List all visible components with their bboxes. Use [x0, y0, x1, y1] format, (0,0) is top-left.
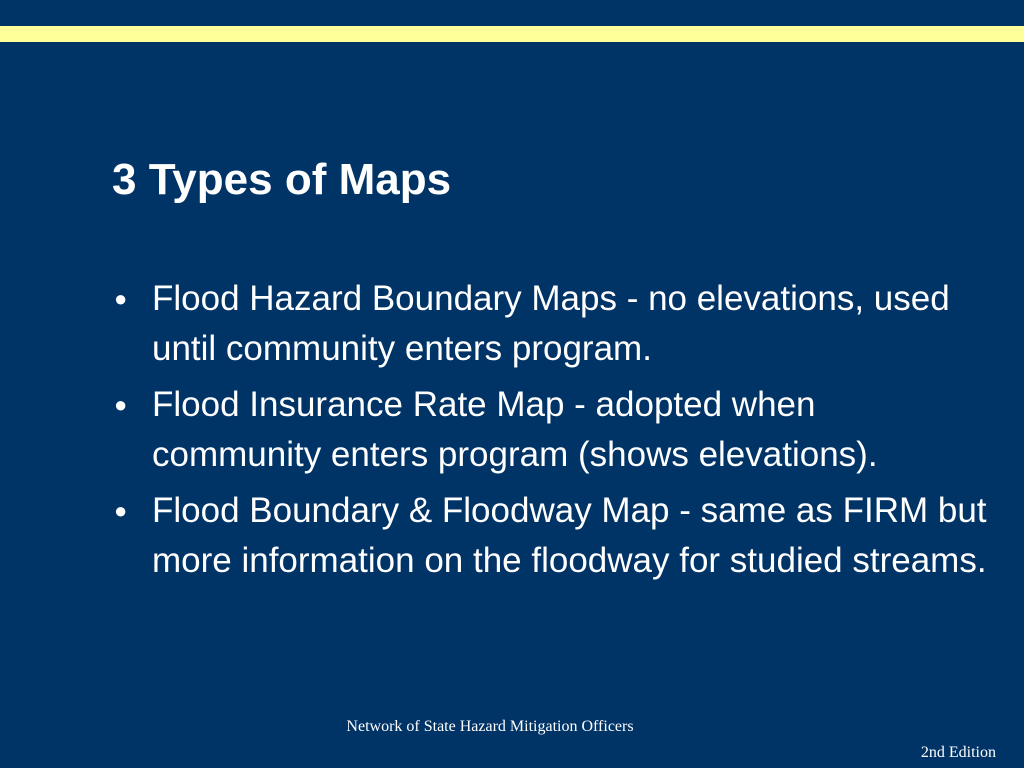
- bullet-dot-icon: ●: [114, 286, 128, 311]
- bullet-text: Flood Boundary & Floodway Map - same as FIRM but more information on the floodway for studied streams.: [152, 491, 987, 580]
- bullet-list: [112, 274, 992, 592]
- footer-organization: Network of State Hazard Mitigation Officers: [346, 718, 634, 735]
- slide-title: 3 Types of Maps: [112, 155, 452, 204]
- bullet-item: [112, 380, 992, 480]
- bullet-item: [112, 274, 992, 374]
- bullet-dot-icon: ●: [114, 392, 128, 417]
- bullet-item: [112, 486, 992, 586]
- accent-bar: [0, 26, 1024, 42]
- bullet-text: Flood Hazard Boundary Maps - no elevations, used until community enters program.: [152, 279, 950, 368]
- bullet-dot-icon: ●: [114, 498, 128, 523]
- footer-edition: 2nd Edition: [920, 744, 996, 761]
- bullet-text: Flood Insurance Rate Map - adopted when community enters program (shows elevations).: [152, 385, 878, 474]
